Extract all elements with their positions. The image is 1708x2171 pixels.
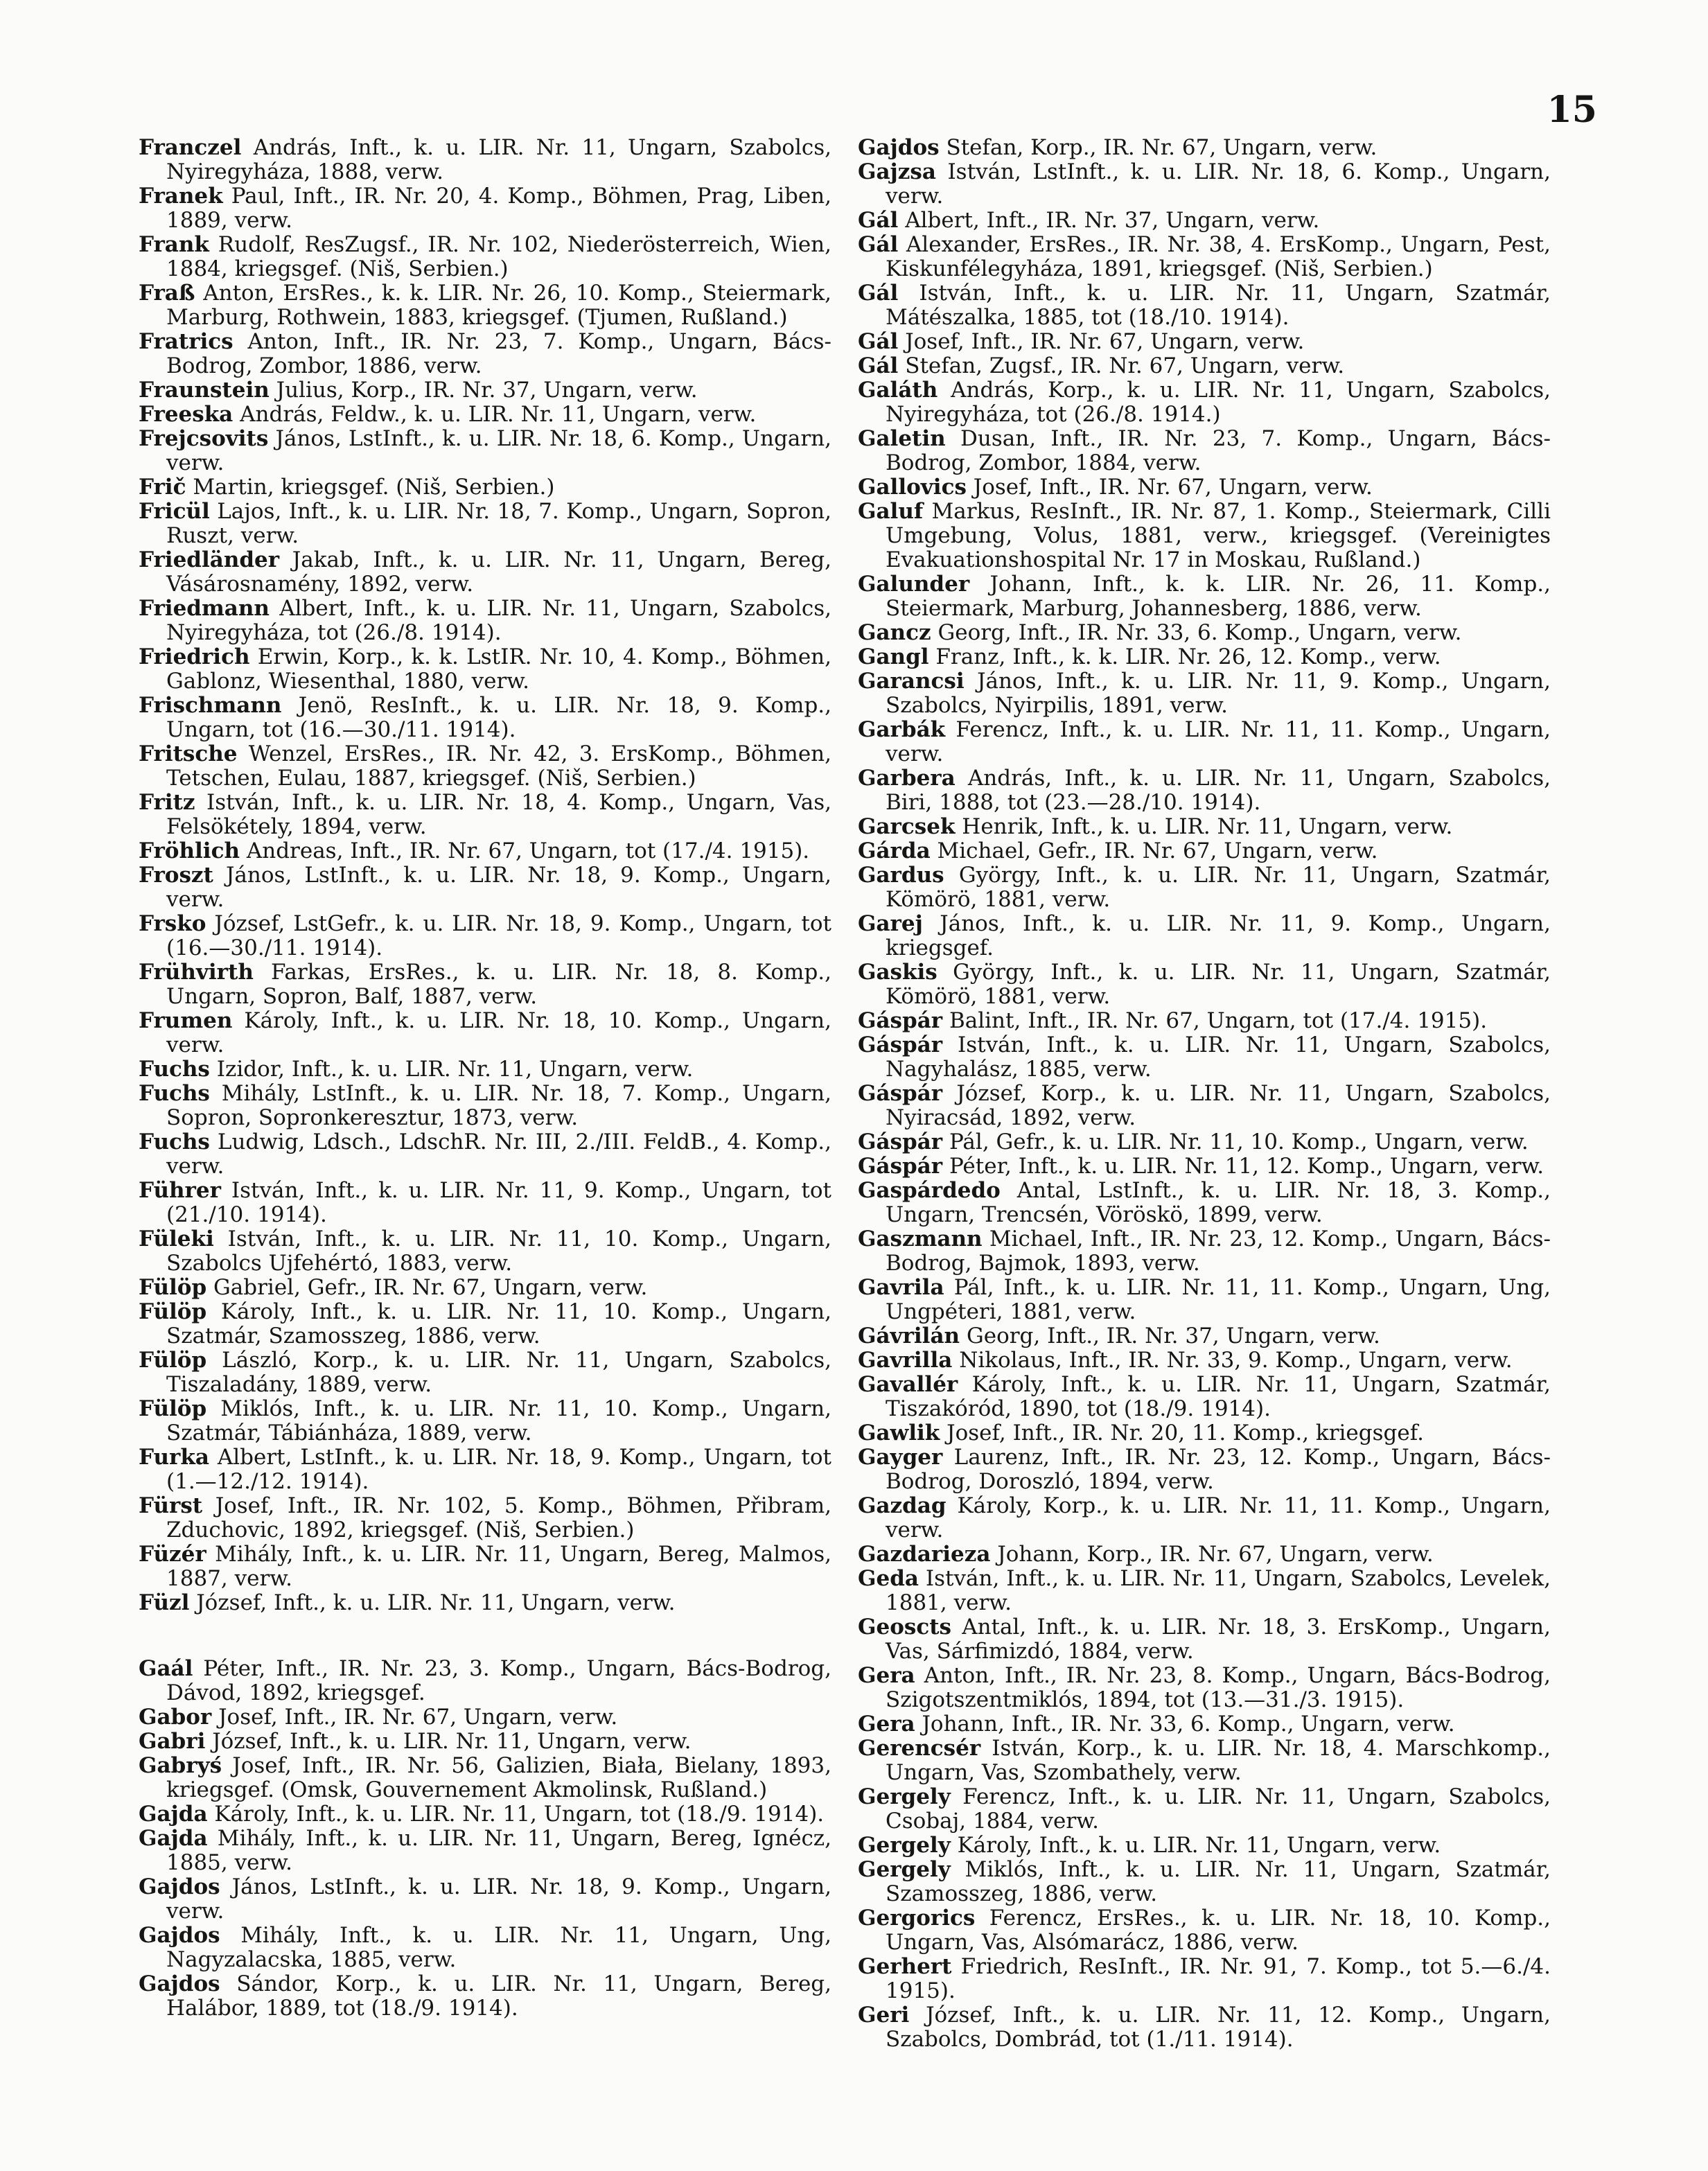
entry-details: András, Feldw., k. u. LIR. Nr. 11, Ungarn, verw.	[240, 402, 757, 427]
entry-surname: Fuchs	[139, 1081, 210, 1106]
entry-surname: Froszt	[139, 863, 213, 888]
register-entry	[858, 572, 1551, 621]
entry-details: György, Inft., k. u. LIR. Nr. 11, Ungarn, Szatmár, Kömörö, 1881, verw.	[886, 863, 1551, 912]
entry-surname: Fröhlich	[139, 838, 240, 863]
entry-details: Ferencz, ErsRes., k. u. LIR. Nr. 18, 10. Komp., Ungarn, Vas, Alsómarácz, 1886, verw.	[886, 1906, 1551, 1955]
entry-details: Wenzel, ErsRes., IR. Nr. 42, 3. ErsKomp., Böhmen, Tetschen, Eulau, 1887, kriegsgef. (Niš, Serbien.)	[166, 741, 831, 791]
entry-details: Jenö, ResInft., k. u. LIR. Nr. 18, 9. Komp., Ungarn, tot (16.—30./11. 1914).	[166, 693, 831, 742]
entry-surname: Frumen	[139, 1008, 233, 1033]
register-entry	[858, 1664, 1551, 1712]
entry-details: Henrik, Inft., k. u. LIR. Nr. 11, Ungarn, verw.	[962, 814, 1453, 839]
entry-surname: Franek	[139, 184, 223, 209]
entry-surname: Friedmann	[139, 596, 270, 621]
register-entry	[858, 2003, 1551, 2052]
entry-details: István, Inft., k. u. LIR. Nr. 11, 10. Komp., Ungarn, Szabolcs Ujfehértó, 1883, verw.	[166, 1227, 832, 1276]
entry-details: Jakab, Inft., k. u. LIR. Nr. 11, Ungarn, Bereg, Vásárosnamény, 1892, verw.	[166, 547, 832, 597]
register-entry	[858, 1445, 1551, 1494]
register-entry	[139, 1924, 831, 1972]
entry-details: István, Inft., k. u. LIR. Nr. 11, Ungarn, Szabolcs, Nagyhalász, 1885, verw.	[886, 1032, 1551, 1082]
entry-surname: Fritsche	[139, 741, 238, 766]
register-entry	[858, 1276, 1551, 1324]
register-entry	[858, 1324, 1551, 1348]
entry-surname: Fraunstein	[139, 378, 270, 403]
register-entry	[139, 1082, 831, 1130]
entry-surname: Frischmann	[139, 693, 282, 718]
register-entry	[139, 427, 831, 475]
entry-surname: Gavrilla	[858, 1348, 953, 1373]
register-entry	[858, 378, 1551, 427]
entry-surname: Gazdarieza	[858, 1542, 991, 1567]
entry-surname: Fülöp	[139, 1348, 207, 1373]
entry-details: Izidor, Inft., k. u. LIR. Nr. 11, Ungarn, verw.	[216, 1057, 694, 1082]
entry-details: Martin, kriegsgef. (Niš, Serbien.)	[193, 475, 555, 500]
entry-details: Mihály, Inft., k. u. LIR. Nr. 11, Ungarn, Ung, Nagyzalacska, 1885, verw.	[166, 1923, 831, 1972]
entry-details: Josef, Inft., IR. Nr. 67, Ungarn, verw.	[905, 329, 1305, 354]
entry-surname: Gardus	[858, 863, 944, 888]
entry-surname: Garbák	[858, 717, 946, 742]
register-entry	[139, 1754, 831, 1802]
register-entry	[139, 1130, 831, 1179]
entry-details: Károly, Inft., k. u. LIR. Nr. 11, 10. Komp., Ungarn, Szatmár, Szamosszeg, 1886, verw.	[166, 1299, 832, 1348]
entry-surname: Garbera	[858, 766, 956, 791]
register-entry	[858, 863, 1551, 912]
entry-details: Lajos, Inft., k. u. LIR. Nr. 18, 7. Komp., Ungarn, Sopron, Ruszt, verw.	[166, 499, 832, 548]
entry-details: József, Inft., k. u. LIR. Nr. 11, 12. Komp., Ungarn, Szabolcs, Dombrád, tot (1./11. 1914).	[886, 2003, 1551, 2052]
register-entry	[858, 1227, 1551, 1276]
entry-details: József, Inft., k. u. LIR. Nr. 11, Ungarn, verw.	[212, 1729, 692, 1754]
register-entry	[139, 1657, 831, 1705]
entry-surname: Fritz	[139, 790, 195, 815]
register-entry	[858, 839, 1551, 863]
register-entry	[139, 1179, 831, 1227]
entry-surname: Friedländer	[139, 547, 280, 572]
entry-surname: Fülöp	[139, 1396, 207, 1421]
entry-surname: Gajdos	[858, 135, 940, 160]
entry-details: András, Inft., k. u. LIR. Nr. 11, Ungarn, Szabolcs, Biri, 1888, tot (23.—28./10. 1914).	[886, 766, 1551, 815]
register-entry	[858, 718, 1551, 766]
entry-surname: Fülöp	[139, 1299, 207, 1324]
entry-details: Mihály, Inft., k. u. LIR. Nr. 11, Ungarn, Bereg, Ignécz, 1885, verw.	[166, 1826, 831, 1875]
entry-details: András, Inft., k. u. LIR. Nr. 11, Ungarn, Szabolcs, Nyiregyháza, 1888, verw.	[166, 135, 831, 184]
entry-surname: Gergorics	[858, 1906, 976, 1931]
entry-surname: Gajdos	[139, 1971, 220, 1996]
entry-surname: Frejcsovits	[139, 426, 269, 451]
entry-surname: Garancsi	[858, 669, 965, 694]
entry-details: Péter, Inft., k. u. LIR. Nr. 11, 12. Komp., Ungarn, verw.	[949, 1154, 1544, 1179]
register-entry	[858, 1955, 1551, 2003]
entry-details: János, Inft., k. u. LIR. Nr. 11, 9. Komp., Ungarn, Szabolcs, Nyirpilis, 1891, verw.	[886, 669, 1551, 718]
register-entry	[139, 1827, 831, 1875]
register-entry	[858, 766, 1551, 815]
entry-details: György, Inft., k. u. LIR. Nr. 11, Ungarn, Szatmár, Kömörö, 1881, verw.	[886, 960, 1551, 1009]
entry-surname: Gajdos	[139, 1874, 220, 1899]
entry-surname: Fülöp	[139, 1275, 207, 1300]
entry-details: Paul, Inft., IR. Nr. 20, 4. Komp., Böhmen, Prag, Liben, 1889, verw.	[166, 184, 832, 233]
entry-details: Mihály, LstInft., k. u. LIR. Nr. 18, 7. Komp., Ungarn, Sopron, Sopronkeresztur, 1873, verw.	[166, 1081, 831, 1130]
register-entry	[139, 1445, 831, 1494]
register-entry	[858, 1567, 1551, 1615]
register-entry	[139, 403, 831, 427]
entry-details: Sándor, Korp., k. u. LIR. Nr. 11, Ungarn, Bereg, Halábor, 1889, tot (18./9. 1914).	[166, 1971, 832, 2021]
entry-surname: Gerencsér	[858, 1736, 981, 1761]
register-entry	[858, 669, 1551, 718]
register-entry	[858, 1834, 1551, 1858]
register-entry	[858, 1858, 1551, 1906]
register-entry	[858, 354, 1551, 378]
entry-details: Erwin, Korp., k. k. LstIR. Nr. 10, 4. Komp., Böhmen, Gablonz, Wiesenthal, 1880, verw.	[166, 644, 831, 694]
entry-surname: Gabryś	[139, 1753, 222, 1778]
register-entry	[858, 1906, 1551, 1955]
entry-surname: Gál	[858, 281, 899, 306]
entry-details: János, LstInft., k. u. LIR. Nr. 18, 6. Komp., Ungarn, verw.	[166, 426, 831, 475]
entry-surname: Gáspár	[858, 1032, 943, 1057]
register-entry	[139, 1972, 831, 2021]
entry-details: Mihály, Inft., k. u. LIR. Nr. 11, Ungarn, Bereg, Malmos, 1887, verw.	[166, 1542, 831, 1591]
entry-details: István, Inft., k. u. LIR. Nr. 11, Ungarn, Szatmár, Mátészalka, 1885, tot (18./10. 1914).	[886, 281, 1551, 330]
entry-details: József, Korp., k. u. LIR. Nr. 11, Ungarn, Szabolcs, Nyiracsád, 1892, verw.	[886, 1081, 1551, 1130]
entry-surname: Fratrics	[139, 329, 234, 354]
entry-surname: Furka	[139, 1445, 209, 1470]
register-entry	[858, 1179, 1551, 1227]
entry-details: Miklós, Inft., k. u. LIR. Nr. 11, 10. Komp., Ungarn, Szatmár, Tábiánháza, 1889, verw.	[166, 1396, 831, 1445]
entry-surname: Gavallér	[858, 1372, 958, 1397]
entry-details: Michael, Gefr., IR. Nr. 67, Ungarn, verw.	[937, 838, 1378, 863]
entry-details: Ferencz, Inft., k. u. LIR. Nr. 11, 11. Komp., Ungarn, verw.	[886, 717, 1551, 766]
entry-details: Albert, Inft., IR. Nr. 37, Ungarn, verw.	[905, 208, 1320, 233]
entry-details: József, Inft., k. u. LIR. Nr. 11, Ungarn, verw.	[196, 1590, 676, 1615]
entry-details: Markus, ResInft., IR. Nr. 87, 1. Komp., Steiermark, Cilli Umgebung, Volus, 1881, verw., kriegsgef. (Vereinigtes Evakuationshospital Nr. 17 in Moskau, Rußland.)	[886, 499, 1551, 572]
entry-details: Károly, Korp., k. u. LIR. Nr. 11, 11. Komp., Ungarn, verw.	[886, 1493, 1551, 1542]
register-entry	[858, 912, 1551, 960]
entry-surname: Gazdag	[858, 1493, 947, 1518]
entry-details: András, Korp., k. u. LIR. Nr. 11, Ungarn, Szabolcs, Nyiregyháza, tot (26./8. 1914.)	[886, 378, 1551, 427]
register-entry	[139, 694, 831, 742]
register-entry	[139, 475, 831, 500]
entry-details: Johann, Inft., k. k. LIR. Nr. 26, 11. Komp., Steiermark, Marburg, Johannesberg, 1886, verw.	[886, 572, 1551, 621]
entry-details: Anton, ErsRes., k. k. LIR. Nr. 26, 10. Komp., Steiermark, Marburg, Rothwein, 1883, kriegsgef. (Tjumen, Rußland.)	[166, 281, 831, 330]
entry-details: István, Korp., k. u. LIR. Nr. 18, 4. Marschkomp., Ungarn, Vas, Szombathely, verw.	[886, 1736, 1551, 1785]
entry-surname: Gayger	[858, 1445, 943, 1470]
entry-surname: Geoscts	[858, 1615, 951, 1640]
register-entry	[139, 1875, 831, 1924]
entry-details: Julius, Korp., IR. Nr. 37, Ungarn, verw.	[276, 378, 698, 403]
entry-details: János, LstInft., k. u. LIR. Nr. 18, 9. Komp., Ungarn, verw.	[166, 863, 831, 912]
register-entry	[858, 815, 1551, 839]
entry-surname: Frič	[139, 475, 186, 500]
entry-surname: Fraß	[139, 281, 195, 306]
entry-details: Ferencz, Inft., k. u. LIR. Nr. 11, Ungarn, Szabolcs, Csobaj, 1884, verw.	[886, 1784, 1551, 1834]
register-entry	[139, 1009, 831, 1057]
entry-surname: Gajdos	[139, 1923, 220, 1948]
entry-surname: Gajda	[139, 1802, 208, 1827]
entry-details: Ludwig, Ldsch., LdschR. Nr. III, 2./III. FeldB., 4. Komp., verw.	[166, 1130, 831, 1179]
entry-details: István, Inft., k. u. LIR. Nr. 11, 9. Komp., Ungarn, tot (21./10. 1914).	[166, 1178, 831, 1227]
entry-surname: Gallovics	[858, 475, 967, 500]
entry-details: Anton, Inft., IR. Nr. 23, 8. Komp., Ungarn, Bács-Bodrog, Szigotszentmiklós, 1894, tot (13.—31./3. 1915).	[886, 1663, 1551, 1712]
register-entry	[858, 1542, 1551, 1567]
entry-details: Pál, Gefr., k. u. LIR. Nr. 11, 10. Komp., Ungarn, verw.	[949, 1130, 1529, 1154]
register-entry	[139, 378, 831, 403]
register-entry	[139, 597, 831, 645]
register-entry	[139, 1494, 831, 1542]
register-entry	[139, 791, 831, 839]
register-entry	[858, 475, 1551, 500]
register-entry	[139, 1300, 831, 1348]
entry-details: Antal, Inft., k. u. LIR. Nr. 18, 3. ErsKomp., Ungarn, Vas, Sárfimizdó, 1884, verw.	[886, 1615, 1551, 1664]
entry-surname: Gávrilán	[858, 1324, 960, 1348]
entry-surname: Frank	[139, 232, 209, 257]
entry-details: Albert, Inft., k. u. LIR. Nr. 11, Ungarn, Szabolcs, Nyiregyháza, tot (26./8. 1914).	[166, 596, 831, 645]
entry-details: Antal, LstInft., k. u. LIR. Nr. 18, 3. Komp., Ungarn, Trencsén, Vöröskö, 1899, verw.	[886, 1178, 1551, 1227]
entry-surname: Geda	[858, 1566, 919, 1591]
register-entry	[858, 1615, 1551, 1664]
entry-details: Alexander, ErsRes., IR. Nr. 38, 4. ErsKomp., Ungarn, Pest, Kiskunfélegyháza, 1891, kriegsgef. (Niš, Serbien.)	[886, 232, 1551, 281]
entry-details: Josef, Inft., IR. Nr. 67, Ungarn, verw.	[973, 475, 1373, 500]
page-number: 15	[1547, 89, 1597, 131]
entry-details: Andreas, Inft., IR. Nr. 67, Ungarn, tot (17./4. 1915).	[246, 838, 810, 863]
entry-details: Károly, Inft., k. u. LIR. Nr. 11, Ungarn, tot (18./9. 1914).	[214, 1802, 825, 1827]
entry-surname: Gergely	[858, 1833, 951, 1858]
register-entry	[858, 1785, 1551, 1834]
entry-details: Josef, Inft., IR. Nr. 67, Ungarn, verw.	[218, 1705, 618, 1730]
register-entry	[858, 1130, 1551, 1154]
entry-surname: Fuchs	[139, 1130, 210, 1154]
entry-details: Stefan, Korp., IR. Nr. 67, Ungarn, verw.	[946, 135, 1377, 160]
entry-surname: Fuchs	[139, 1057, 210, 1082]
right-column	[858, 136, 1551, 2052]
register-entry	[858, 1033, 1551, 1082]
register-entry	[858, 621, 1551, 645]
register-entry	[139, 1397, 831, 1445]
entry-details: Josef, Inft., IR. Nr. 102, 5. Komp., Böhmen, Přibram, Zduchovic, 1892, kriegsgef. (Niš, Serbien.)	[166, 1493, 832, 1542]
entry-details: Laurenz, Inft., IR. Nr. 23, 12. Komp., Ungarn, Bács-Bodrog, Doroszló, 1894, verw.	[886, 1445, 1551, 1494]
entry-details: Nikolaus, Inft., IR. Nr. 33, 9. Komp., Ungarn, verw.	[959, 1348, 1513, 1373]
register-entry	[858, 1348, 1551, 1373]
register-entry	[139, 136, 831, 184]
register-entry	[139, 742, 831, 791]
register-entry	[858, 233, 1551, 281]
entry-details: István, LstInft., k. u. LIR. Nr. 18, 6. Komp., Ungarn, verw.	[886, 159, 1551, 209]
entry-details: Balint, Inft., IR. Nr. 67, Ungarn, tot (17./4. 1915).	[949, 1008, 1488, 1033]
entry-details: Anton, Inft., IR. Nr. 23, 7. Komp., Ungarn, Bács-Bodrog, Zombor, 1886, verw.	[166, 329, 832, 378]
register-entry	[139, 839, 831, 863]
entry-details: Josef, Inft., IR. Nr. 56, Galizien, Biała, Bielany, 1893, kriegsgef. (Omsk, Gouvernement Akmolinsk, Rußland.)	[166, 1753, 831, 1802]
register-entry	[139, 645, 831, 694]
entry-surname: Garcsek	[858, 814, 956, 839]
entry-surname: Gabri	[139, 1729, 206, 1754]
register-entry	[139, 233, 831, 281]
entry-surname: Gál	[858, 329, 899, 354]
entry-surname: Gergely	[858, 1857, 951, 1882]
register-entry	[858, 500, 1551, 572]
register-entry	[139, 1348, 831, 1397]
register-entry	[139, 1227, 831, 1276]
entry-surname: Gancz	[858, 620, 931, 645]
entry-details: Dusan, Inft., IR. Nr. 23, 7. Komp., Ungarn, Bács-Bodrog, Zombor, 1884, verw.	[886, 426, 1551, 475]
entry-surname: Gerhert	[858, 1954, 952, 1979]
entry-surname: Galuf	[858, 499, 924, 524]
entry-surname: Gangl	[858, 644, 929, 669]
entry-surname: Füzl	[139, 1590, 190, 1615]
register-entry	[858, 1154, 1551, 1179]
entry-details: Josef, Inft., IR. Nr. 20, 11. Komp., kriegsgef.	[947, 1421, 1424, 1445]
register-entry	[139, 1591, 831, 1615]
register-entry	[858, 1009, 1551, 1033]
entry-surname: Franczel	[139, 135, 242, 160]
entry-surname: Gajzsa	[858, 159, 936, 184]
entry-details: Károly, Inft., k. u. LIR. Nr. 11, Ungarn, Szatmár, Tiszakóród, 1890, tot (18./9. 1914).	[886, 1372, 1551, 1421]
entry-details: Michael, Inft., IR. Nr. 23, 12. Komp., Ungarn, Bács-Bodrog, Bajmok, 1893, verw.	[886, 1227, 1551, 1276]
entry-details: Georg, Inft., IR. Nr. 33, 6. Komp., Ungarn, verw.	[937, 620, 1462, 645]
entry-surname: Fricül	[139, 499, 210, 524]
register-entry	[139, 330, 831, 378]
register-entry	[139, 912, 831, 960]
register-entry	[139, 1276, 831, 1300]
register-entry	[858, 1737, 1551, 1785]
register-entry	[139, 1542, 831, 1591]
entry-surname: Gera	[858, 1712, 915, 1737]
entry-surname: Gawlik	[858, 1421, 940, 1445]
register-entry	[139, 548, 831, 597]
entry-surname: Gergely	[858, 1784, 951, 1809]
register-entry	[139, 1730, 831, 1754]
entry-surname: Gál	[858, 353, 899, 378]
entry-surname: Fürst	[139, 1493, 203, 1518]
register-entry	[858, 1082, 1551, 1130]
entry-surname: Gavrila	[858, 1275, 944, 1300]
entry-surname: Friedrich	[139, 644, 250, 669]
entry-surname: Gaskis	[858, 960, 937, 985]
entry-surname: Gaszmann	[858, 1227, 983, 1251]
entry-details: Miklós, Inft., k. u. LIR. Nr. 11, Ungarn, Szatmár, Szamosszeg, 1886, verw.	[886, 1857, 1551, 1906]
entry-details: Franz, Inft., k. k. LIR. Nr. 26, 12. Komp., verw.	[935, 644, 1441, 669]
entry-surname: Gáspár	[858, 1154, 943, 1179]
register-entry	[139, 863, 831, 912]
entry-details: László, Korp., k. u. LIR. Nr. 11, Ungarn, Szabolcs, Tiszaladány, 1889, verw.	[166, 1348, 832, 1397]
entry-surname: Geri	[858, 2003, 910, 2028]
entry-details: Péter, Inft., IR. Nr. 23, 3. Komp., Ungarn, Bács-Bodrog, Dávod, 1892, kriegsgef.	[166, 1656, 831, 1705]
entry-details: István, Inft., k. u. LIR. Nr. 18, 4. Komp., Ungarn, Vas, Felsökétely, 1894, verw.	[166, 790, 832, 839]
register-entry	[858, 960, 1551, 1009]
register-entry	[139, 500, 831, 548]
register-entry	[139, 960, 831, 1009]
entry-surname: Führer	[139, 1178, 221, 1203]
entry-surname: Gabor	[139, 1705, 212, 1730]
entry-surname: Gáspár	[858, 1130, 943, 1154]
register-entry	[858, 281, 1551, 330]
entry-surname: Gárda	[858, 838, 931, 863]
entry-details: Rudolf, ResZugsf., IR. Nr. 102, Niederösterreich, Wien, 1884, kriegsgef. (Niš, Serbien.)	[166, 232, 831, 281]
entry-details: István, Inft., k. u. LIR. Nr. 11, Ungarn, Szabolcs, Levelek, 1881, verw.	[886, 1566, 1551, 1615]
entry-details: József, LstGefr., k. u. LIR. Nr. 18, 9. Komp., Ungarn, tot (16.—30./11. 1914).	[166, 911, 831, 960]
register-entry	[858, 136, 1551, 160]
entry-details: Károly, Inft., k. u. LIR. Nr. 18, 10. Komp., Ungarn, verw.	[166, 1008, 831, 1057]
register-entry	[858, 209, 1551, 233]
entry-surname: Garej	[858, 911, 923, 936]
register-entry	[858, 1712, 1551, 1737]
entry-details: Pál, Inft., k. u. LIR. Nr. 11, 11. Komp., Ungarn, Ung, Ungpéteri, 1881, verw.	[886, 1275, 1551, 1324]
register-entry	[858, 1373, 1551, 1421]
entry-details: János, Inft., k. u. LIR. Nr. 11, 9. Komp., Ungarn, kriegsgef.	[886, 911, 1551, 960]
section-gap	[139, 1615, 831, 1657]
entry-details: Johann, Inft., IR. Nr. 33, 6. Komp., Ungarn, verw.	[922, 1712, 1455, 1737]
register-entry	[139, 1057, 831, 1082]
register-entry	[858, 330, 1551, 354]
entry-details: Stefan, Zugsf., IR. Nr. 67, Ungarn, verw.	[905, 353, 1345, 378]
entry-surname: Freeska	[139, 402, 234, 427]
entry-details: Albert, LstInft., k. u. LIR. Nr. 18, 9. Komp., Ungarn, tot (1.—12./12. 1914).	[166, 1445, 832, 1494]
entry-surname: Frsko	[139, 911, 206, 936]
register-entry	[858, 160, 1551, 209]
register-entry	[139, 184, 831, 233]
entry-surname: Gál	[858, 232, 899, 257]
register-entry	[858, 1494, 1551, 1542]
entry-surname: Frühvirth	[139, 960, 254, 985]
entry-surname: Füzér	[139, 1542, 206, 1567]
register-entry	[139, 1705, 831, 1730]
register-entry	[139, 1802, 831, 1827]
register-entry	[858, 427, 1551, 475]
entry-details: Friedrich, ResInft., IR. Nr. 91, 7. Komp., tot 5.—6./4. 1915).	[886, 1954, 1551, 2003]
entry-surname: Galetin	[858, 426, 946, 451]
entry-surname: Galunder	[858, 572, 970, 597]
entry-surname: Gaspárdedo	[858, 1178, 1001, 1203]
entry-surname: Gera	[858, 1663, 915, 1688]
entry-details: Johann, Korp., IR. Nr. 67, Ungarn, verw.	[997, 1542, 1434, 1567]
register-entry	[858, 1421, 1551, 1445]
entry-surname: Füleki	[139, 1227, 214, 1251]
register-entry	[858, 645, 1551, 669]
register-entry	[139, 281, 831, 330]
entry-surname: Gál	[858, 208, 899, 233]
left-column	[139, 136, 831, 2021]
entry-details: Farkas, ErsRes., k. u. LIR. Nr. 18, 8. Komp., Ungarn, Sopron, Balf, 1887, verw.	[166, 960, 832, 1009]
entry-surname: Gajda	[139, 1826, 208, 1851]
entry-surname: Gáspár	[858, 1008, 943, 1033]
entry-details: Gabriel, Gefr., IR. Nr. 67, Ungarn, verw.	[213, 1275, 648, 1300]
entry-surname: Gáspár	[858, 1081, 943, 1106]
entry-details: Georg, Inft., IR. Nr. 37, Ungarn, verw.	[966, 1324, 1380, 1348]
entry-surname: Gaál	[139, 1656, 193, 1681]
entry-details: Károly, Inft., k. u. LIR. Nr. 11, Ungarn, verw.	[957, 1833, 1441, 1858]
entry-surname: Galáth	[858, 378, 938, 403]
entry-details: János, LstInft., k. u. LIR. Nr. 18, 9. Komp., Ungarn, verw.	[166, 1874, 831, 1924]
